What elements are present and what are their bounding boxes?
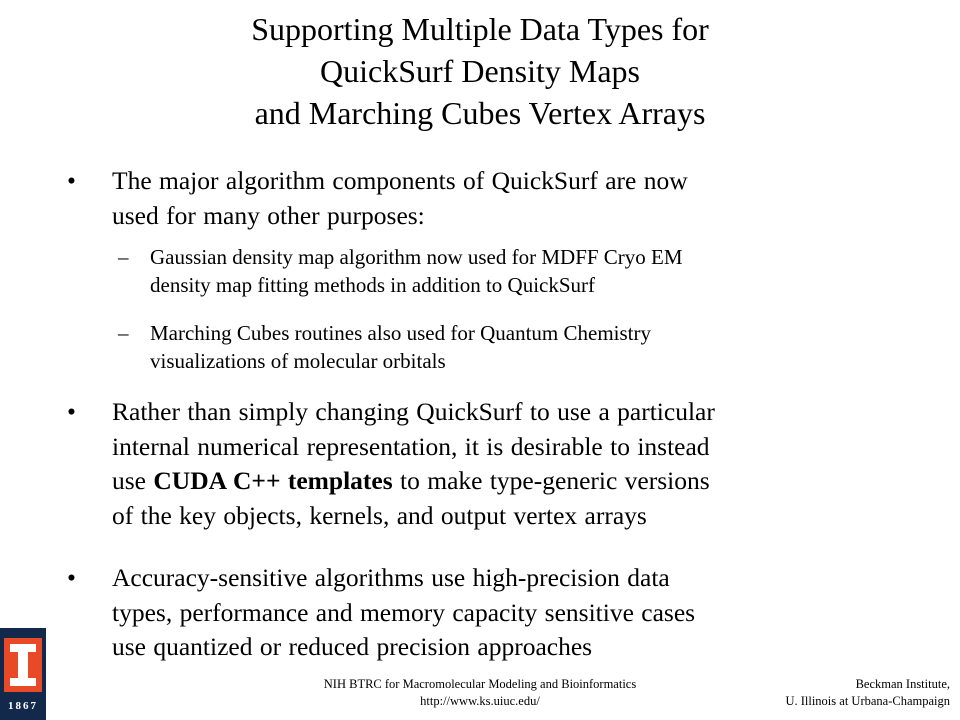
bullet-line: types, performance and memory capacity sensitive cases	[112, 597, 696, 627]
bold-phrase-cuda-templates: CUDA C++ templates	[153, 466, 393, 495]
bullet-line	[112, 464, 715, 499]
bullet-line: used for many other purposes:	[112, 200, 425, 230]
bullet-mark: •	[67, 563, 76, 592]
bullet-accuracy-sensitive	[67, 561, 696, 665]
bullet-mark: •	[67, 397, 76, 426]
bullet-line: Accuracy-sensitive algorithms use high-precision data	[112, 563, 670, 592]
footer-center	[270, 676, 690, 710]
bullet-line: The major algorithm components of QuickSurf are now	[112, 166, 688, 195]
sub-bullet-line: Gaussian density map algorithm now used for MDFF Cryo EM	[150, 245, 683, 269]
logo-year: 1867	[8, 700, 38, 712]
footer-url: http://www.ks.uiuc.edu/	[420, 694, 540, 708]
bullet-line: Rather than simply changing QuickSurf to use a particular	[112, 397, 715, 426]
bullet-text: use	[112, 466, 154, 495]
sub-bullet-mark: –	[118, 321, 129, 345]
footer-org: NIH BTRC for Macromolecular Modeling and Bioinformatics	[323, 677, 637, 691]
bullet-text: to make type-generic versions	[392, 466, 710, 495]
sub-bullet-line: density map fitting methods in addition to QuickSurf	[150, 273, 596, 297]
sub-bullet-line: visualizations of molecular orbitals	[150, 349, 446, 373]
bullet-cuda-templates	[67, 395, 715, 533]
sub-bullet-marching-cubes	[118, 319, 652, 375]
bullet-line: internal numerical representation, it is desirable to instead	[112, 431, 710, 461]
title-line-2: QuickSurf Density Maps	[320, 53, 640, 89]
footer-university: U. Illinois at Urbana-Champaign	[785, 694, 950, 708]
block-i-icon	[4, 638, 42, 692]
title-line-1: Supporting Multiple Data Types for	[251, 11, 709, 47]
bullet-line: use quantized or reduced precision approaches	[112, 632, 593, 661]
slide-title	[120, 8, 840, 134]
footer-institute: Beckman Institute,	[855, 677, 950, 691]
bullet-major-components	[67, 164, 688, 233]
illinois-logo	[0, 628, 46, 720]
sub-bullet-line: Marching Cubes routines also used for Quantum Chemistry	[150, 321, 652, 345]
footer-right	[785, 676, 950, 710]
sub-bullet-gaussian	[118, 243, 683, 299]
title-line-3: and Marching Cubes Vertex Arrays	[254, 95, 706, 131]
bullet-line: of the key objects, kernels, and output vertex arrays	[112, 500, 647, 530]
sub-bullet-mark: –	[118, 245, 129, 269]
bullet-mark: •	[67, 166, 76, 195]
